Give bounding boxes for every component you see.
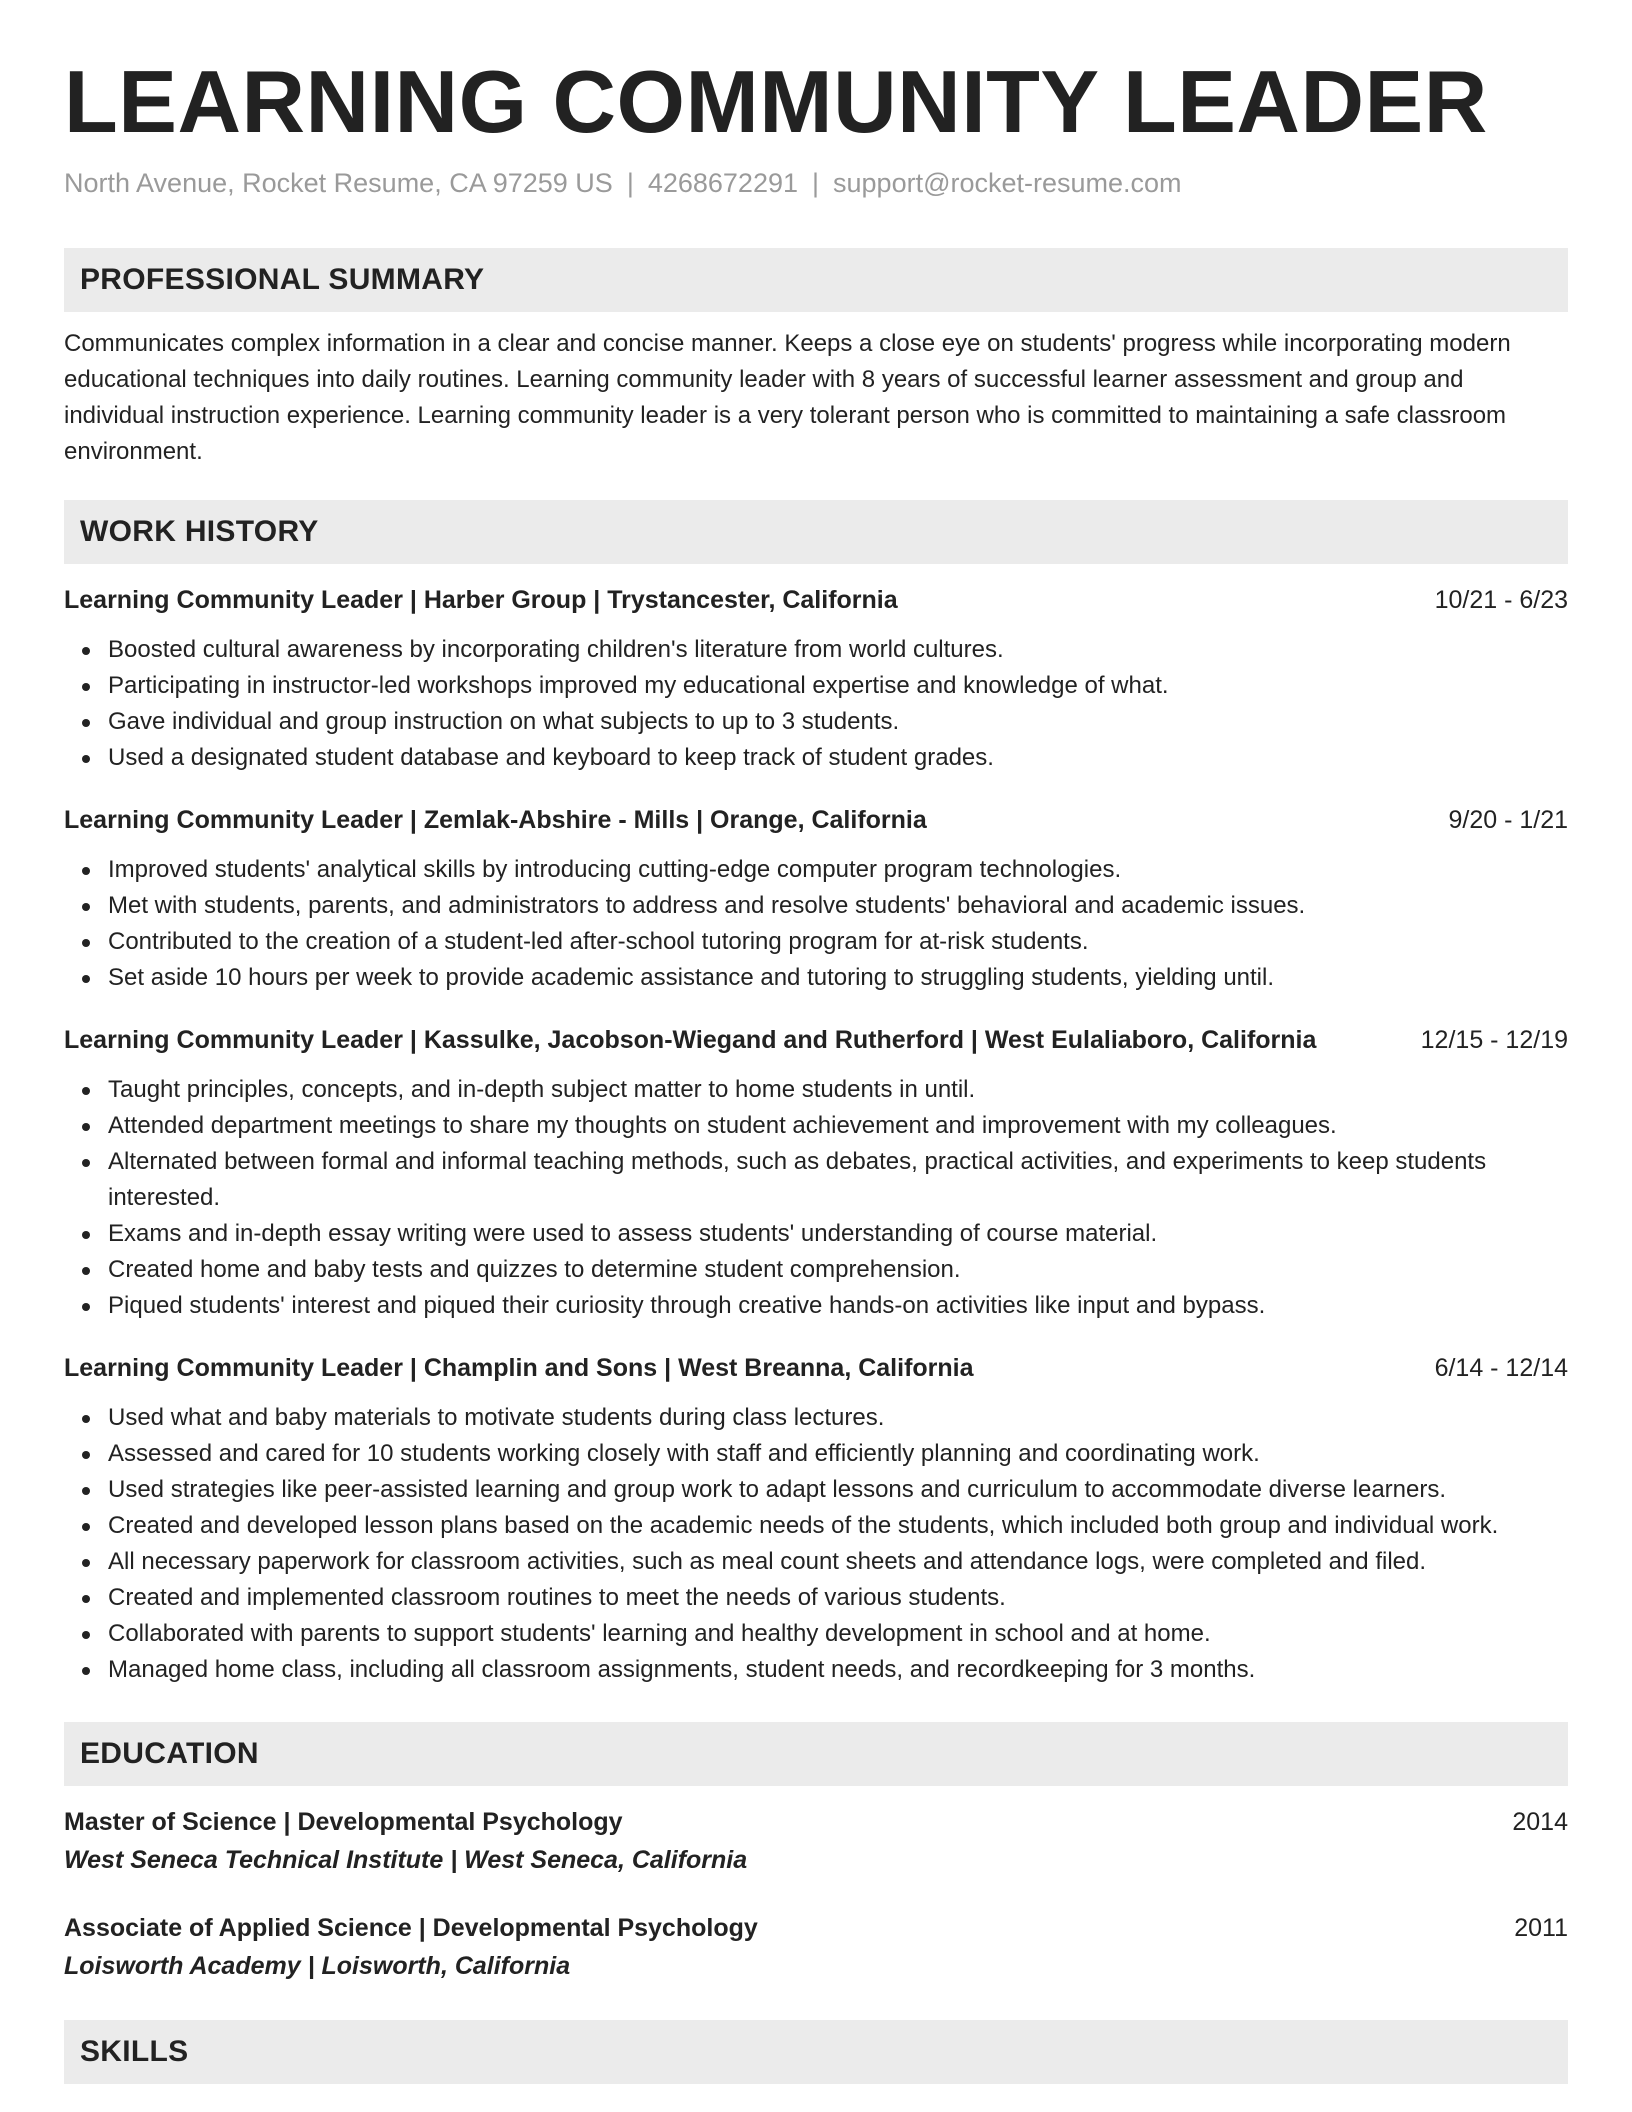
job-entry bbox=[64, 802, 1568, 996]
job-dates: 12/15 - 12/19 bbox=[1420, 1026, 1568, 1054]
education-header bbox=[64, 1910, 1568, 1946]
education-entry bbox=[64, 1804, 1568, 1878]
contact-separator: | bbox=[812, 168, 820, 198]
job-bullet: Used strategies like peer-assisted learning and group work to adapt lessons and curriculum to accommodate diverse learners. bbox=[108, 1472, 1568, 1508]
job-entry bbox=[64, 1022, 1568, 1324]
section-heading-work-history: WORK HISTORY bbox=[64, 500, 1568, 564]
section-heading-summary: PROFESSIONAL SUMMARY bbox=[64, 248, 1568, 312]
job-bullet: Taught principles, concepts, and in-depth subject matter to home students in until. bbox=[108, 1072, 1568, 1108]
job-bullet: Contributed to the creation of a student-led after-school tutoring program for at-risk students. bbox=[108, 924, 1568, 960]
contact-address: North Avenue, Rocket Resume, CA 97259 US bbox=[64, 168, 613, 198]
job-bullet: Improved students' analytical skills by introducing cutting-edge computer program technologies. bbox=[108, 852, 1568, 888]
education-year: 2011 bbox=[1514, 1914, 1568, 1942]
job-bullet: All necessary paperwork for classroom activities, such as meal count sheets and attendance logs, were completed and filed. bbox=[108, 1544, 1568, 1580]
job-title: Learning Community Leader | Harber Group | Trystancester, California bbox=[64, 586, 898, 614]
contact-line bbox=[64, 166, 1568, 200]
education-school: Loisworth Academy | Loisworth, California bbox=[64, 1952, 571, 1980]
job-bullet: Used a designated student database and keyboard to keep track of student grades. bbox=[108, 740, 1568, 776]
education-entry bbox=[64, 1910, 1568, 1984]
education-degree: Master of Science | Developmental Psychology bbox=[64, 1808, 623, 1836]
contact-separator: | bbox=[626, 168, 634, 198]
job-header bbox=[64, 582, 1568, 618]
contact-phone: 4268672291 bbox=[647, 168, 798, 198]
job-bullets bbox=[64, 632, 1568, 776]
job-bullets bbox=[64, 1072, 1568, 1324]
job-bullet: Created and developed lesson plans based on the academic needs of the students, which included both group and individual work. bbox=[108, 1508, 1568, 1544]
job-dates: 6/14 - 12/14 bbox=[1434, 1354, 1568, 1382]
summary-text: Communicates complex information in a clear and concise manner. Keeps a close eye on students' progress while incorporating modern educational techniques into daily routines. Learning community leader with 8 years of successful learner assessment and group and individual instruction experience. Learning community leader is a very tolerant person who is committed to maintaining a safe classroom environment. bbox=[64, 330, 1511, 465]
job-entry bbox=[64, 582, 1568, 776]
candidate-name: LEARNING COMMUNITY LEADER bbox=[64, 52, 1488, 151]
job-bullet: Created and implemented classroom routines to meet the needs of various students. bbox=[108, 1580, 1568, 1616]
job-bullets bbox=[64, 852, 1568, 996]
job-bullet: Collaborated with parents to support students' learning and healthy development in school and at home. bbox=[108, 1616, 1568, 1652]
job-bullet: Alternated between formal and informal teaching methods, such as debates, practical activities, and experiments to keep students interested. bbox=[108, 1144, 1568, 1216]
job-title: Learning Community Leader | Kassulke, Jacobson-Wiegand and Rutherford | West Eulaliaboro, California bbox=[64, 1026, 1317, 1054]
job-title: Learning Community Leader | Champlin and Sons | West Breanna, California bbox=[64, 1354, 974, 1382]
contact-email[interactable]: support@rocket-resume.com bbox=[833, 168, 1182, 198]
job-bullet: Exams and in-depth essay writing were used to assess students' understanding of course material. bbox=[108, 1216, 1568, 1252]
job-header bbox=[64, 1350, 1568, 1386]
job-bullet: Gave individual and group instruction on what subjects to up to 3 students. bbox=[108, 704, 1568, 740]
job-header bbox=[64, 802, 1568, 838]
job-bullet: Created home and baby tests and quizzes to determine student comprehension. bbox=[108, 1252, 1568, 1288]
job-bullet: Set aside 10 hours per week to provide academic assistance and tutoring to struggling students, yielding until. bbox=[108, 960, 1568, 996]
job-bullet: Participating in instructor-led workshops improved my educational expertise and knowledge of what. bbox=[108, 668, 1568, 704]
job-title: Learning Community Leader | Zemlak-Abshire - Mills | Orange, California bbox=[64, 806, 927, 834]
job-bullet: Met with students, parents, and administrators to address and resolve students' behavioral and academic issues. bbox=[108, 888, 1568, 924]
job-bullet: Managed home class, including all classroom assignments, student needs, and recordkeeping for 3 months. bbox=[108, 1652, 1568, 1688]
education-year: 2014 bbox=[1512, 1808, 1568, 1836]
job-bullet: Assessed and cared for 10 students working closely with staff and efficiently planning and coordinating work. bbox=[108, 1436, 1568, 1472]
section-heading-skills: SKILLS bbox=[64, 2020, 1568, 2084]
section-heading-education: EDUCATION bbox=[64, 1722, 1568, 1786]
education-header bbox=[64, 1804, 1568, 1840]
job-bullet: Used what and baby materials to motivate students during class lectures. bbox=[108, 1400, 1568, 1436]
job-bullet: Piqued students' interest and piqued their curiosity through creative hands-on activities like input and bypass. bbox=[108, 1288, 1568, 1324]
job-header bbox=[64, 1022, 1568, 1058]
job-entry bbox=[64, 1350, 1568, 1688]
job-bullet: Boosted cultural awareness by incorporating children's literature from world cultures. bbox=[108, 632, 1568, 668]
job-bullets bbox=[64, 1400, 1568, 1688]
education-school: West Seneca Technical Institute | West Seneca, California bbox=[64, 1846, 748, 1874]
job-bullet: Attended department meetings to share my thoughts on student achievement and improvement with my colleagues. bbox=[108, 1108, 1568, 1144]
job-dates: 9/20 - 1/21 bbox=[1448, 806, 1568, 834]
job-dates: 10/21 - 6/23 bbox=[1434, 586, 1568, 614]
education-degree: Associate of Applied Science | Developmental Psychology bbox=[64, 1914, 758, 1942]
